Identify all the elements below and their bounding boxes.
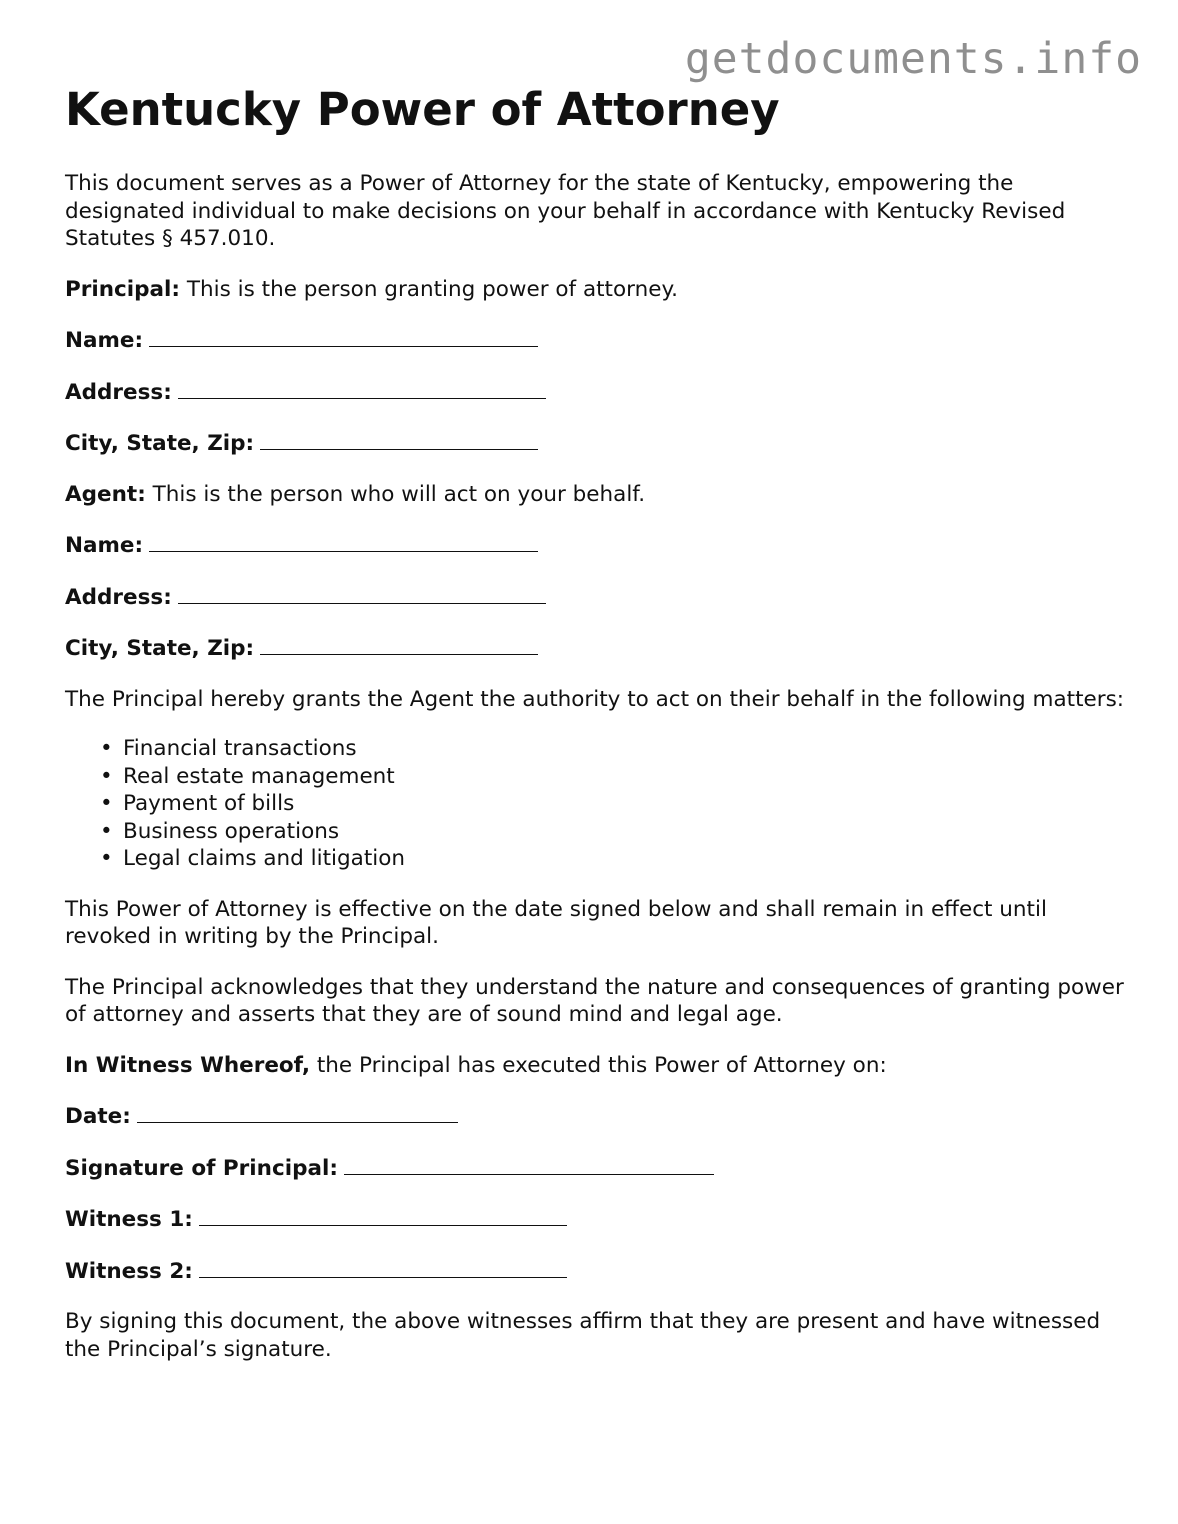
witness2-label: Witness 2: bbox=[65, 1258, 193, 1284]
principal-heading bbox=[65, 276, 1125, 304]
watermark: getdocuments.info bbox=[684, 34, 1142, 84]
page-title: Kentucky Power of Attorney bbox=[65, 83, 780, 136]
witness1-line[interactable] bbox=[199, 1205, 567, 1226]
witness2-row bbox=[65, 1257, 1125, 1286]
bullet-icon: • bbox=[100, 791, 113, 816]
witness1-label: Witness 1: bbox=[65, 1207, 193, 1232]
agent-description: This is the person who will act on your behalf. bbox=[152, 481, 646, 507]
witness-whereof-text: the Principal has executed this Power of Attorney on: bbox=[316, 1052, 887, 1078]
date-label: Date: bbox=[65, 1104, 131, 1129]
grant-paragraph: The Principal hereby grants the Agent the authority to act on their behalf in the following matters: bbox=[65, 686, 1125, 712]
date-line[interactable] bbox=[137, 1102, 458, 1123]
agent-heading bbox=[65, 481, 1125, 509]
principal-address-label: Address: bbox=[65, 379, 172, 405]
principal-signature-row bbox=[65, 1154, 1125, 1183]
agent-city-row bbox=[65, 634, 1125, 663]
principal-name-label: Name: bbox=[65, 328, 144, 353]
list-item: • Financial transactions bbox=[100, 736, 357, 761]
matters-list bbox=[65, 735, 1125, 873]
witness-whereof-label: In Witness Whereof, bbox=[65, 1052, 311, 1078]
principal-address-line[interactable] bbox=[178, 378, 546, 399]
principal-signature-line[interactable] bbox=[344, 1154, 714, 1175]
agent-name-line[interactable] bbox=[149, 531, 538, 552]
principal-name-line[interactable] bbox=[149, 326, 538, 347]
principal-description: This is the person granting power of attorney. bbox=[186, 276, 678, 302]
agent-address-row bbox=[65, 583, 1125, 612]
principal-name-row bbox=[65, 326, 1125, 355]
closing-paragraph: By signing this document, the above witnesses affirm that they are present and have witnessed the Principal’s signature. bbox=[65, 1309, 1101, 1362]
agent-city-label: City, State, Zip: bbox=[65, 636, 255, 661]
intro-paragraph: This document serves as a Power of Attorney for the state of Kentucky, empowering the designated individual to make decisions on your behalf in accordance with Kentucky Revised Statutes § 457.010. bbox=[65, 171, 1066, 251]
principal-city-line[interactable] bbox=[260, 429, 538, 450]
witness1-row bbox=[65, 1205, 1125, 1234]
list-item: • Real estate management bbox=[100, 763, 395, 789]
list-item: • Legal claims and litigation bbox=[100, 846, 406, 871]
bullet-icon: • bbox=[100, 763, 113, 789]
bullet-icon: • bbox=[100, 736, 113, 761]
bullet-icon: • bbox=[100, 818, 113, 844]
agent-address-line[interactable] bbox=[178, 583, 546, 604]
agent-city-line[interactable] bbox=[260, 634, 538, 655]
agent-address-label: Address: bbox=[65, 584, 172, 610]
acknowledge-paragraph: The Principal acknowledges that they understand the nature and consequences of granting power of attorney and asserts that they are of sound mind and legal age. bbox=[65, 974, 1124, 1027]
principal-address-row bbox=[65, 378, 1125, 407]
witness2-line[interactable] bbox=[199, 1257, 567, 1278]
principal-city-row bbox=[65, 429, 1125, 458]
effective-paragraph: This Power of Attorney is effective on the date signed below and shall remain in effect until revoked in writing by the Principal. bbox=[65, 896, 1047, 949]
list-item: • Payment of bills bbox=[100, 791, 295, 816]
list-item: • Business operations bbox=[100, 818, 340, 844]
principal-label: Principal: bbox=[65, 276, 181, 302]
principal-city-label: City, State, Zip: bbox=[65, 431, 255, 456]
agent-name-label: Name: bbox=[65, 533, 144, 558]
bullet-icon: • bbox=[100, 846, 113, 871]
agent-name-row bbox=[65, 531, 1125, 560]
witness-whereof-paragraph bbox=[65, 1052, 1125, 1080]
principal-signature-label: Signature of Principal: bbox=[65, 1155, 338, 1181]
agent-label: Agent: bbox=[65, 481, 146, 507]
date-row bbox=[65, 1102, 1125, 1131]
document-page bbox=[65, 82, 1125, 1363]
